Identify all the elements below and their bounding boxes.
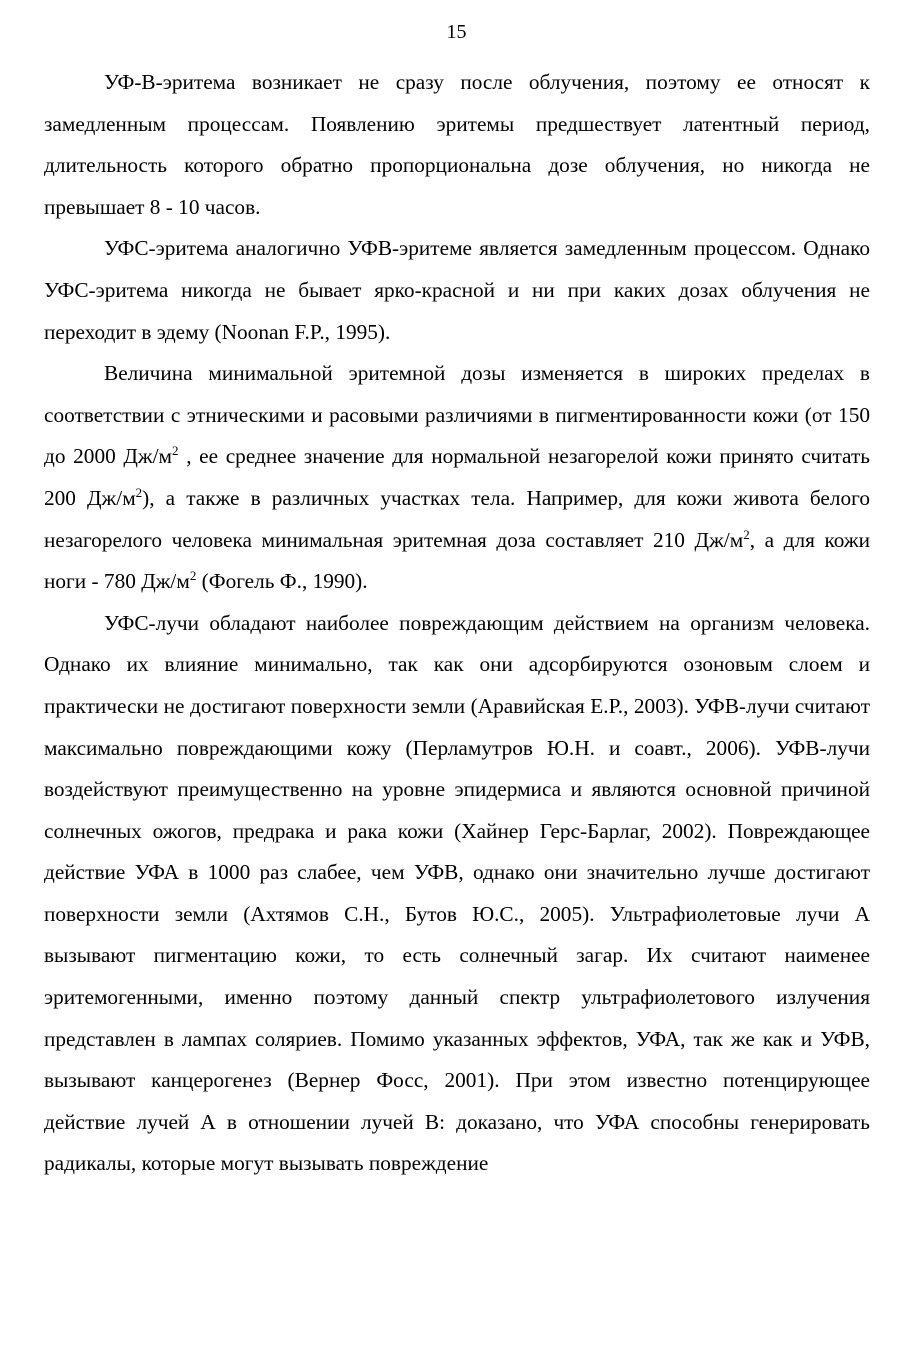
superscript: 2 <box>189 568 197 584</box>
text-segment: , ее среднее значение для нормальной незагорелой кожи принято считать 200 Дж/м <box>44 444 870 510</box>
page-number: 15 <box>446 21 467 43</box>
paragraph-minimal-erythema-dose <box>44 353 870 603</box>
text-segment: , а для кожи ноги - 780 Дж/м <box>44 527 870 594</box>
text-segment: Величина минимальной эритемной дозы изменяется в широких пределах в соответствии с этническими и расовыми различиями в пигментированности кожи (от 150 до 2000 Дж/м <box>44 361 870 469</box>
superscript: 2 <box>172 443 179 459</box>
paragraph-uvb-erythema: УФ-В-эритема возникает не сразу после облучения, поэтому ее относят к замедленным процессам. Появлению эритемы предшествует латентный период, длительность которого обратно пропорциональна дозе облучения, но никогда не превышает 8 - 10 часов. <box>44 70 870 219</box>
text-segment: ), а также в различных участках тела. Например, для кожи живота белого незагорелого человека минимальная эритемная доза составляет 210 Дж/м <box>44 485 870 552</box>
superscript: 2 <box>135 484 143 500</box>
paragraph-uvc-erythema: УФС-эритема аналогично УФВ-эритеме является замедленным процессом. Однако УФС-эритема никогда не бывает ярко-красной и ни при каких дозах облучения не переходит в эдему (Noonan F.P., 1995). <box>44 236 870 344</box>
page-body <box>44 62 870 1185</box>
paragraph-uv-rays-effects: УФС-лучи обладают наиболее повреждающим действием на организм человека. Однако их влияние минимально, так как они адсорбируются озоновым слоем и практически не достигают поверхности земли (Аравийская Е.Р., 2003). УФВ-лучи считают максимально повреждающими кожу (Перламутров Ю.Н. и соавт., 2006). УФВ-лучи воздействуют преимущественно на уровне эпидермиса и являются основной причиной солнечных ожогов, предрака и рака кожи (Хайнер Герс-Барлаг, 2002). Повреждающее действие УФА в 1000 раз слабее, чем УФВ, однако они значительно лучше достигают поверхности земли (Ахтямов С.Н., Бутов Ю.С., 2005). Ультрафиолетовые лучи А вызывают пигментацию кожи, то есть солнечный загар. Их считают наименее эритемогенными, именно поэтому данный спектр ультрафиолетового излучения представлен в лампах соляриев. Помимо указанных эффектов, УФА, так же как и УФВ, вызывают канцерогенез (Вернер Фосс, 2001). При этом известно потенцирующее действие лучей А в отношении лучей В: доказано, что УФА способны генерировать радикалы, которые могут вызывать повреждение <box>44 610 870 1176</box>
text-segment: (Фогель Ф., 1990). <box>196 569 368 594</box>
superscript: 2 <box>743 526 750 542</box>
